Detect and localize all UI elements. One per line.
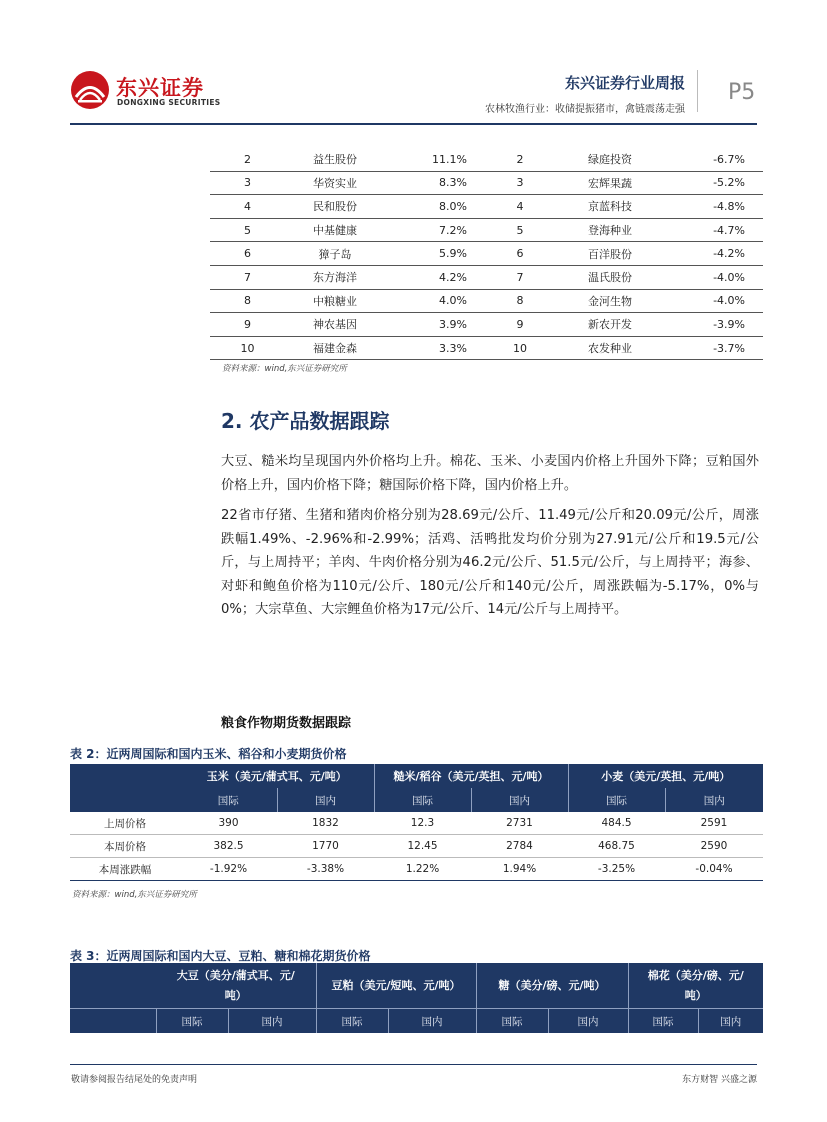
header-divider bbox=[697, 70, 698, 112]
rank-cell: 3 bbox=[485, 171, 555, 195]
table2-caption: 表 2：近两周国际和国内玉米、稻谷和小麦期货价格 bbox=[70, 747, 347, 761]
group-wheat: 小麦（美元/英担、元/吨） bbox=[568, 764, 763, 788]
logo-emblem-icon bbox=[70, 70, 110, 110]
change-cell: -4.8% bbox=[665, 195, 763, 219]
group-cotton-line2: 吨） bbox=[684, 988, 707, 1002]
price-cell: -1.92% bbox=[180, 858, 277, 881]
stock-name-cell: 金河生物 bbox=[555, 289, 665, 313]
group-cotton bbox=[628, 963, 763, 1009]
change-cell: -4.7% bbox=[665, 218, 763, 242]
table-row bbox=[210, 336, 763, 360]
sub-dom: 国内 bbox=[665, 788, 763, 812]
page-number: P5 bbox=[728, 80, 756, 105]
stock-name-cell: 东方海洋 bbox=[285, 265, 385, 289]
price-cell: 2590 bbox=[665, 835, 763, 858]
table-row bbox=[210, 171, 763, 195]
price-cell: 2731 bbox=[471, 812, 568, 835]
change-cell: -4.0% bbox=[665, 289, 763, 313]
change-cell: 3.9% bbox=[385, 313, 485, 337]
table-row bbox=[210, 195, 763, 219]
table1-source: 资料来源：wind,东兴证券研究所 bbox=[222, 364, 347, 374]
stock-name-cell: 农发种业 bbox=[555, 336, 665, 360]
stock-name-cell: 中粮糖业 bbox=[285, 289, 385, 313]
group-rice: 糙米/稻谷（美元/英担、元/吨） bbox=[374, 764, 568, 788]
table-row bbox=[70, 835, 763, 858]
change-cell: 3.3% bbox=[385, 336, 485, 360]
price-cell: -0.04% bbox=[665, 858, 763, 881]
price-cell: 382.5 bbox=[180, 835, 277, 858]
change-cell: 5.9% bbox=[385, 242, 485, 266]
sub-intl: 国际 bbox=[156, 1009, 228, 1034]
change-cell: -4.0% bbox=[665, 265, 763, 289]
change-cell: 8.0% bbox=[385, 195, 485, 219]
table-row bbox=[70, 858, 763, 881]
price-cell: 12.3 bbox=[374, 812, 471, 835]
rank-cell: 6 bbox=[210, 242, 285, 266]
price-cell: 1770 bbox=[277, 835, 374, 858]
stock-name-cell: 温氏股份 bbox=[555, 265, 665, 289]
header-blank bbox=[70, 788, 180, 812]
rank-cell: 8 bbox=[485, 289, 555, 313]
sub-intl: 国际 bbox=[628, 1009, 698, 1034]
rank-cell: 2 bbox=[210, 148, 285, 171]
stock-name-cell: 华资实业 bbox=[285, 171, 385, 195]
price-cell: 468.75 bbox=[568, 835, 665, 858]
paragraph-summary: 大豆、糙米均呈现国内外价格均上升。棉花、玉米、小麦国内价格上升国外下降；豆粕国外价格上升，国内价格下降；糖国际价格下降，国内价格上升。 bbox=[221, 454, 759, 493]
rank-cell: 2 bbox=[485, 148, 555, 171]
sub-dom: 国内 bbox=[471, 788, 568, 812]
header-blank bbox=[70, 764, 180, 788]
stock-name-cell: 民和股份 bbox=[285, 195, 385, 219]
price-cell: 390 bbox=[180, 812, 277, 835]
rank-cell: 9 bbox=[485, 313, 555, 337]
sub-dom: 国内 bbox=[228, 1009, 316, 1034]
rank-cell: 5 bbox=[485, 218, 555, 242]
sub-intl: 国际 bbox=[568, 788, 665, 812]
group-soybean-line1: 大豆（美分/蒲式耳、元/ bbox=[176, 968, 295, 982]
change-cell: -4.2% bbox=[665, 242, 763, 266]
change-cell: 7.2% bbox=[385, 218, 485, 242]
header-blank bbox=[70, 963, 156, 1009]
company-logo bbox=[70, 70, 221, 115]
rank-cell: 6 bbox=[485, 242, 555, 266]
change-cell: 8.3% bbox=[385, 171, 485, 195]
table-row bbox=[210, 242, 763, 266]
report-subtitle: 农林牧渔行业：收储提振猪市，禽链震荡走强 bbox=[485, 104, 685, 115]
stock-name-cell: 绿庭投资 bbox=[555, 148, 665, 171]
price-cell: 1.22% bbox=[374, 858, 471, 881]
stock-name-cell: 福建金森 bbox=[285, 336, 385, 360]
table-row bbox=[210, 265, 763, 289]
grain-futures-table bbox=[70, 764, 763, 881]
table-row bbox=[210, 218, 763, 242]
price-cell: 2784 bbox=[471, 835, 568, 858]
sub-intl: 国际 bbox=[180, 788, 277, 812]
table3-caption: 表 3：近两周国际和国内大豆、豆粕、糖和棉花期货价格 bbox=[70, 949, 371, 963]
logo-text-cn: 东兴证券 bbox=[116, 76, 204, 100]
rank-cell: 7 bbox=[485, 265, 555, 289]
stock-name-cell: 百洋股份 bbox=[555, 242, 665, 266]
stock-name-cell: 中基健康 bbox=[285, 218, 385, 242]
report-title: 东兴证券行业周报 bbox=[564, 74, 685, 92]
change-cell: 4.2% bbox=[385, 265, 485, 289]
price-cell: 1.94% bbox=[471, 858, 568, 881]
group-corn: 玉米（美元/蒲式耳、元/吨） bbox=[180, 764, 374, 788]
price-cell: 1832 bbox=[277, 812, 374, 835]
change-cell: -3.7% bbox=[665, 336, 763, 360]
table-row bbox=[210, 289, 763, 313]
stock-name-cell: 京蓝科技 bbox=[555, 195, 665, 219]
rank-cell: 9 bbox=[210, 313, 285, 337]
stock-name-cell: 新农开发 bbox=[555, 313, 665, 337]
rank-cell: 8 bbox=[210, 289, 285, 313]
logo-text-en: DONGXING SECURITIES bbox=[117, 98, 221, 107]
change-cell: -5.2% bbox=[665, 171, 763, 195]
rank-cell: 10 bbox=[485, 336, 555, 360]
stock-name-cell: 神农基因 bbox=[285, 313, 385, 337]
soft-commodity-table bbox=[70, 963, 763, 1033]
sub-intl: 国际 bbox=[316, 1009, 388, 1034]
group-soymeal: 豆粕（美元/短吨、元/吨） bbox=[316, 963, 476, 1009]
rank-cell: 7 bbox=[210, 265, 285, 289]
price-cell: -3.38% bbox=[277, 858, 374, 881]
subheading-grain-futures: 粮食作物期货数据跟踪 bbox=[221, 716, 352, 731]
sub-dom: 国内 bbox=[277, 788, 374, 812]
row-label: 本周价格 bbox=[70, 835, 180, 858]
stock-name-cell: 益生股份 bbox=[285, 148, 385, 171]
footer-slogan: 东方财智 兴盛之源 bbox=[682, 1075, 757, 1085]
table-row bbox=[210, 148, 763, 171]
rank-cell: 5 bbox=[210, 218, 285, 242]
rank-cell: 10 bbox=[210, 336, 285, 360]
price-cell: 2591 bbox=[665, 812, 763, 835]
price-cell: 12.45 bbox=[374, 835, 471, 858]
footer-rule bbox=[70, 1064, 757, 1065]
header-rule bbox=[70, 123, 757, 125]
group-sugar: 糖（美分/磅、元/吨） bbox=[476, 963, 628, 1009]
table-row bbox=[210, 313, 763, 337]
ranking-table bbox=[210, 148, 763, 360]
change-cell: -3.9% bbox=[665, 313, 763, 337]
change-cell: -6.7% bbox=[665, 148, 763, 171]
paragraph-livestock: 22省市仔猪、生猪和猪肉价格分别为28.69元/公斤、11.49元/公斤和20.09元/公斤，周涨跌幅1.49%、-2.96%和-2.99%；活鸡、活鸭批发均价分别为27.91元/公斤和19.5元/公斤，与上周持平；羊肉、牛肉价格分别为46.2元/公斤、51.5元/公斤，与上周持平；海参、对虾和鲍鱼价格为110元/公斤、180元/公斤和140元/公斤，周涨跌幅为-5.17%，0%与0%；大宗草鱼、大宗鲤鱼价格为17元/公斤、14元/公斤与上周持平。 bbox=[221, 508, 759, 617]
rank-cell: 4 bbox=[210, 195, 285, 219]
stock-name-cell: 宏辉果蔬 bbox=[555, 171, 665, 195]
price-cell: 484.5 bbox=[568, 812, 665, 835]
table-row bbox=[70, 812, 763, 835]
table2-source: 资料来源：wind,东兴证券研究所 bbox=[72, 890, 197, 900]
footer-disclaimer: 敬请参阅报告结尾处的免责声明 bbox=[71, 1075, 198, 1085]
header-blank bbox=[70, 1009, 156, 1034]
group-soybean bbox=[156, 963, 316, 1009]
section-title: 2. 农产品数据跟踪 bbox=[221, 409, 390, 433]
rank-cell: 4 bbox=[485, 195, 555, 219]
row-label: 上周价格 bbox=[70, 812, 180, 835]
rank-cell: 3 bbox=[210, 171, 285, 195]
group-cotton-line1: 棉花（美分/磅、元/ bbox=[647, 968, 744, 982]
sub-dom: 国内 bbox=[388, 1009, 476, 1034]
sub-intl: 国际 bbox=[374, 788, 471, 812]
stock-name-cell: 登海种业 bbox=[555, 218, 665, 242]
change-cell: 4.0% bbox=[385, 289, 485, 313]
sub-intl: 国际 bbox=[476, 1009, 548, 1034]
group-soybean-line2: 吨） bbox=[224, 988, 247, 1002]
price-cell: -3.25% bbox=[568, 858, 665, 881]
stock-name-cell: 獐子岛 bbox=[285, 242, 385, 266]
change-cell: 11.1% bbox=[385, 148, 485, 171]
sub-dom: 国内 bbox=[698, 1009, 763, 1034]
row-label: 本周涨跌幅 bbox=[70, 858, 180, 881]
sub-dom: 国内 bbox=[548, 1009, 628, 1034]
